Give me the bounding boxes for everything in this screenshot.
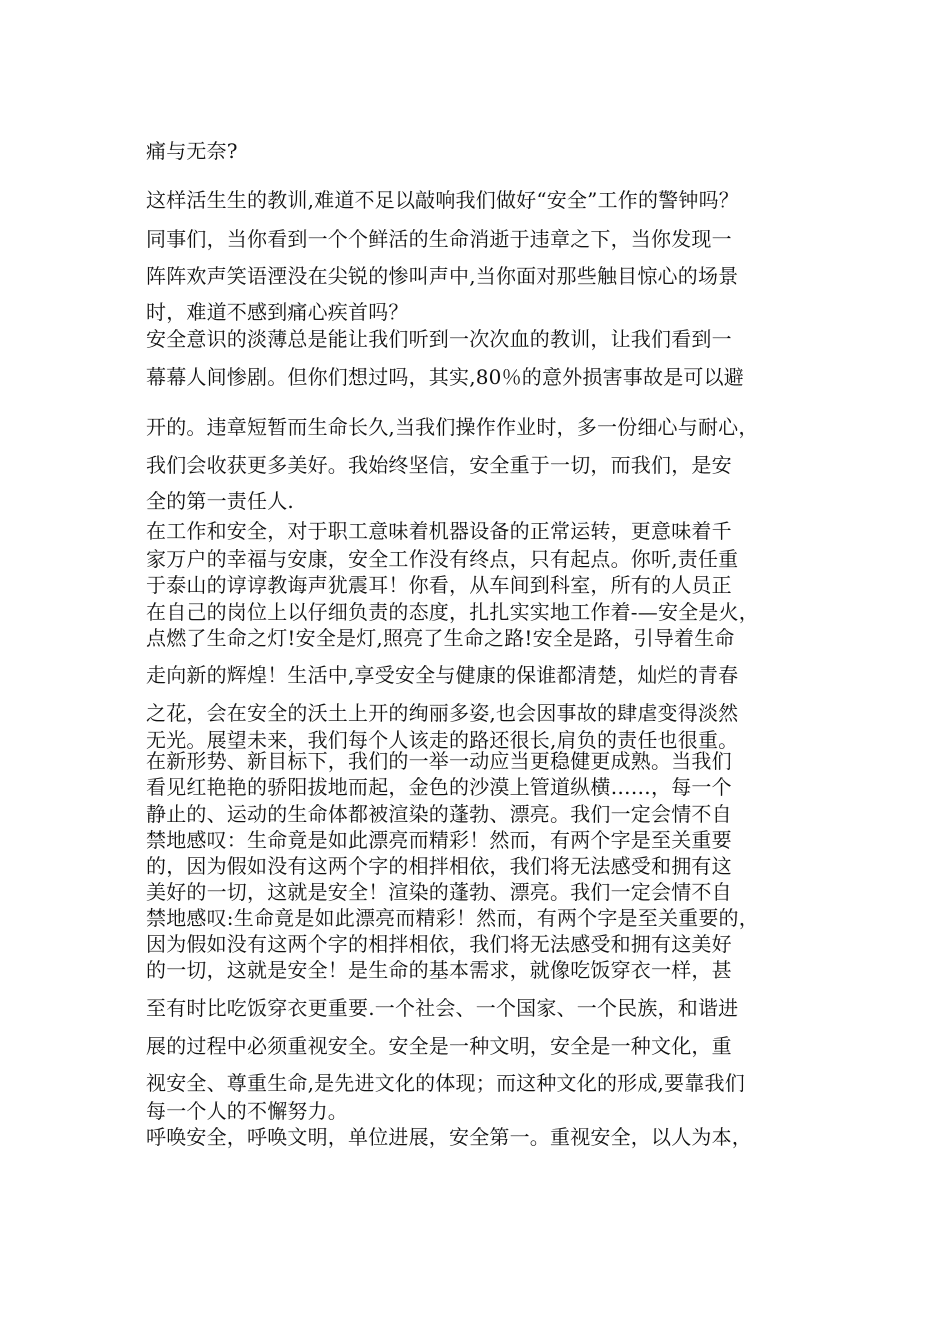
text-line: 走向新的辉煌！生活中,享受安全与健康的保谁都清楚，灿烂的青春 bbox=[146, 663, 739, 687]
text-line: 我们会收获更多美好。我始终坚信，安全重于一切，而我们，是安 bbox=[146, 453, 732, 477]
text-line: 的一切，这就是安全！是生命的基本需求，就像吃饭穿衣一样，甚 bbox=[146, 958, 732, 982]
text-line: 幕幕人间惨剧。但你们想过吗，其实,80％的意外损害事故是可以避 bbox=[146, 365, 745, 389]
text-line: 阵阵欢声笑语湮没在尖锐的惨叫声中,当你面对那些触目惊心的场景 bbox=[146, 264, 739, 288]
text-line: 家万户的幸福与安康，安全工作没有终点，只有起点。你听,责任重 bbox=[146, 547, 739, 571]
text-line: 每一个人的不懈努力。 bbox=[146, 1099, 348, 1123]
text-line: 视安全、尊重生命,是先进文化的体现；而这种文化的形成,要靠我们 bbox=[146, 1071, 745, 1095]
text-line: 全的第一责任人. bbox=[146, 489, 294, 513]
text-line: 至有时比吃饭穿衣更重要.一个社会、一个国家、一个民族，和谐进 bbox=[146, 996, 739, 1020]
text-line: 这样活生生的教训,难道不足以敲响我们做好“安全”工作的警钟吗？ bbox=[146, 188, 740, 212]
text-line: 看见红艳艳的骄阳拔地而起，金色的沙漠上管道纵横……，每一个 bbox=[146, 775, 732, 799]
text-line: 静止的、运动的生命体都被渲染的蓬勃、漂亮。我们一定会情不自 bbox=[146, 802, 732, 826]
text-line: 展的过程中必须重视安全。安全是一种文明，安全是一种文化，重 bbox=[146, 1034, 732, 1058]
text-line: 痛与无奈? bbox=[146, 139, 238, 163]
text-line: 禁地感叹:生命竟是如此漂亮而精彩！然而，有两个字是至关重要的， bbox=[146, 906, 759, 930]
text-line: 安全意识的淡薄总是能让我们听到一次次血的教训，让我们看到一 bbox=[146, 327, 732, 351]
text-line: 时，难道不感到痛心疾首吗？ bbox=[146, 300, 409, 324]
text-line: 开的。违章短暂而生命长久,当我们操作作业时，多一份细心与耐心， bbox=[146, 415, 759, 439]
text-line: 呼唤安全，呼唤文明，单位进展，安全第一。重视安全，以人为本， bbox=[146, 1125, 752, 1149]
text-line: 的，因为假如没有这两个字的相拌相依，我们将无法感受和拥有这 bbox=[146, 854, 732, 878]
text-line: 无光。展望未来，我们每个人该走的路还很长,肩负的责任也很重。 bbox=[146, 728, 739, 752]
text-line: 美好的一切，这就是安全！渲染的蓬勃、漂亮。我们一定会情不自 bbox=[146, 880, 732, 904]
text-line: 在工作和安全，对于职工意味着机器设备的正常运转，更意味着千 bbox=[146, 519, 732, 543]
text-line: 禁地感叹：生命竟是如此漂亮而精彩！然而，有两个字是至关重要 bbox=[146, 828, 732, 852]
text-line: 在新形势、新目标下，我们的一举一动应当更稳健更成熟。当我们 bbox=[146, 749, 732, 773]
text-line: 点燃了生命之灯!安全是灯,照亮了生命之路!安全是路，引导着生命 bbox=[146, 626, 735, 650]
text-line: 于泰山的谆谆教诲声犹震耳！你看，从车间到科室，所有的人员正 bbox=[146, 573, 732, 597]
text-line: 同事们，当你看到一个个鲜活的生命消逝于违章之下，当你发现一 bbox=[146, 227, 732, 251]
text-line: 在自己的岗位上以仔细负责的态度，扎扎实实地工作着-—安全是火， bbox=[146, 600, 759, 624]
text-line: 之花，会在安全的沃土上开的绚丽多姿,也会因事故的肆虐变得淡然 bbox=[146, 701, 739, 725]
text-line: 因为假如没有这两个字的相拌相依，我们将无法感受和拥有这美好 bbox=[146, 932, 732, 956]
